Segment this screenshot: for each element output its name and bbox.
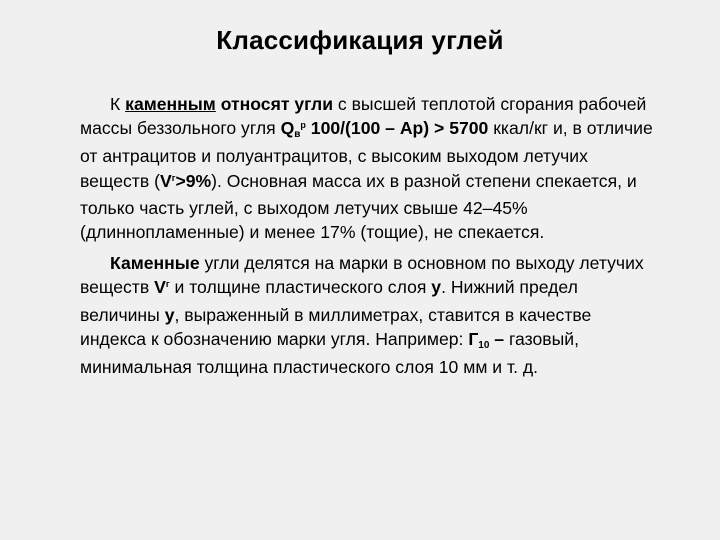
p2-v-superscript: г (165, 279, 170, 290)
p2-kamennye: Каменные (110, 253, 200, 274)
slide-body (80, 92, 655, 379)
p1-v-percent: >9% (175, 170, 212, 191)
p2-g-symbol: Г (468, 328, 479, 349)
p1-formula: 100/(100 – Ар) > 5700 (305, 118, 489, 139)
p2-y-symbol: у (431, 277, 442, 298)
p2-g-subscript: 10 (478, 339, 490, 351)
p2-text-1: угли делятся на марки в основном по выходу летучих веществ (80, 253, 644, 298)
page-title: Классификация углей (216, 25, 504, 55)
p1-v-symbol: V (159, 170, 172, 191)
p1-q-superscript: р (300, 120, 306, 131)
p1-intro: К (110, 94, 126, 114)
p1-text-3: ). Основная масса их в разной степени спекается, и только часть углей, с выходом летучих свыше 42–45% (длиннопламенные) и менее 17% (тощие), не спекается. (80, 170, 637, 243)
paragraph-1 (80, 92, 655, 244)
p2-text-3: . Нижний предел величины (80, 277, 578, 325)
p2-y-symbol-2: у (164, 304, 175, 325)
p1-text-2: ккал/кг и, в отличие от антрацитов и полуантрацитов, с высоким выходом летучих веществ ( (80, 118, 653, 191)
p1-v-superscript: г (171, 172, 176, 183)
p2-dash: – (489, 328, 505, 349)
paragraph-2 (80, 251, 655, 379)
p2-text-5: газовый, минимальная толщина пластического слоя 10 мм и т. д. (80, 328, 579, 378)
p1-kamennym: каменным (125, 94, 216, 114)
p2-text-2: и толщине пластического слоя (169, 277, 432, 298)
p1-otnosyat: относят угли (220, 94, 334, 114)
p2-text-4: , выраженный в миллиметрах, ставится в качестве индекса к обозначению марки угля. Например: (80, 304, 592, 349)
p1-text-1: с высшей теплотой сгорания рабочей массы беззольного угля (80, 94, 647, 139)
p2-v-symbol: V (154, 277, 166, 298)
p1-q-symbol: Q (280, 118, 295, 139)
p1-q-subscript: в (294, 129, 301, 141)
